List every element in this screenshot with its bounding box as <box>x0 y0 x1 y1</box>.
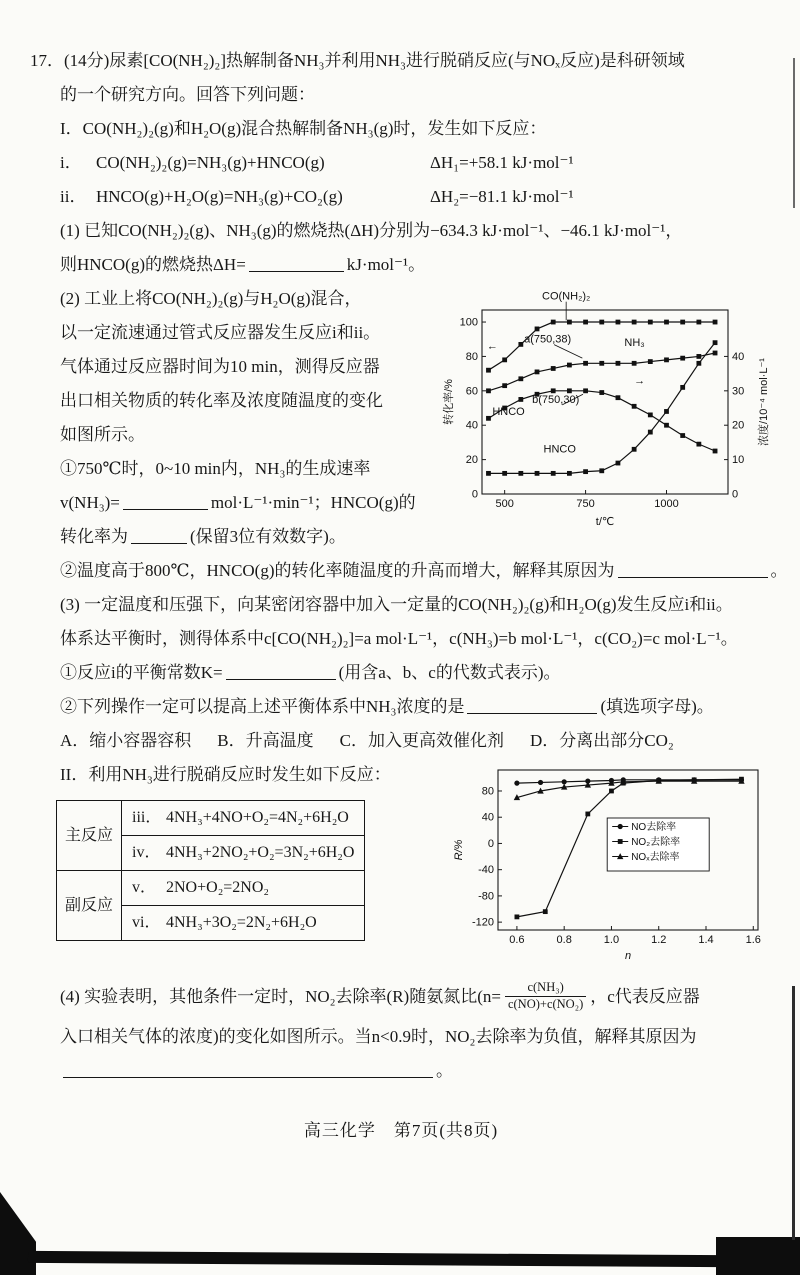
q1-line2-pre: 则HNCO(g)的燃烧热ΔH= <box>60 255 246 274</box>
reaction-i-formula: CO(NH₂)₂(g)=NH₃(g)+HNCO(g) <box>96 153 325 172</box>
svg-text:-120: -120 <box>471 916 494 929</box>
svg-text:-80: -80 <box>478 890 494 903</box>
answer-blank <box>226 664 336 680</box>
svg-text:1.2: 1.2 <box>651 934 667 946</box>
q2-conversion-line <box>30 520 430 554</box>
q3-part1-line <box>30 656 772 690</box>
svg-text:40: 40 <box>732 350 745 363</box>
svg-text:30: 30 <box>732 385 745 398</box>
q3-part2-post: (填选项字母)。 <box>600 697 714 716</box>
reaction-vi-cell <box>122 906 365 941</box>
reaction-vi-equation: 4NH₃+3O₂=2N₂+6H₂O <box>166 914 317 931</box>
q1-line2 <box>30 248 772 282</box>
q3-part2-line <box>30 690 772 724</box>
q4-line1-pre: (4) 实验表明，其他条件一定时，NO₂去除率(R)随氨氮比(n= <box>60 987 501 1006</box>
svg-text:NH₃: NH₃ <box>624 337 645 350</box>
svg-text:40: 40 <box>465 419 478 432</box>
page-footer: 高三化学 第7页(共8页) <box>303 1121 499 1140</box>
q2-part2-line <box>30 554 788 588</box>
svg-text:10: 10 <box>732 454 745 467</box>
q1-line2-post: kJ·mol⁻¹。 <box>346 255 426 274</box>
svg-text:HNCO: HNCO <box>492 405 525 418</box>
reaction-iv-equation: 4NH₃+2NO₂+O₂=3N₂+6H₂O <box>166 844 355 861</box>
answer-blank <box>467 698 597 714</box>
q4-line2: 入口相关气体的浓度)的变化如图所示。当n<0.9时，NO₂去除率为负值，解释其原因为 <box>60 1027 697 1046</box>
q3-part1-post: (用含a、b、c的代数式表示)。 <box>338 663 561 682</box>
option-d: D．分离出部分CO₂ <box>529 731 674 750</box>
svg-text:1.0: 1.0 <box>603 934 620 946</box>
reaction-v-cell <box>122 871 365 906</box>
q2-rate-post: mol·L⁻¹·min⁻¹；HNCO(g)的 <box>210 493 416 512</box>
option-b: B．升高温度 <box>217 731 314 750</box>
svg-text:60: 60 <box>465 385 478 398</box>
scan-artifact-bottom-strip <box>28 1251 722 1267</box>
option-c: C．加入更高效催化剂 <box>339 731 504 750</box>
answer-blank <box>131 528 187 544</box>
reaction-i-label: i． <box>60 153 82 172</box>
q2-line: 出口相关物质的转化率及浓度随温度的变化 <box>60 391 383 410</box>
svg-text:转化率/%: 转化率/% <box>443 379 455 425</box>
reaction-vi-id: vi． <box>132 914 161 931</box>
svg-text:20: 20 <box>732 419 745 432</box>
q2-rate-line <box>30 486 430 520</box>
reaction-i <box>30 146 772 180</box>
answer-blank <box>618 562 768 578</box>
svg-text:1.6: 1.6 <box>745 934 761 946</box>
svg-text:0: 0 <box>471 488 478 501</box>
section2-block <box>30 758 772 974</box>
reaction-ii-formula: HNCO(g)+H₂O(g)=NH₃(g)+CO₂(g) <box>96 187 343 206</box>
svg-text:b(750,30): b(750,30) <box>532 393 580 406</box>
q3-part1-pre: ①反应i的平衡常数K= <box>60 663 223 682</box>
svg-text:HNCO: HNCO <box>543 443 576 456</box>
svg-text:NO去除率: NO去除率 <box>631 822 677 833</box>
q2-part2-pre: ②温度高于800℃，HNCO(g)的转化率随温度的升高而增大，解释其原因为 <box>60 561 615 580</box>
reaction-ii-enthalpy: ΔH₂=−81.1 kJ·mol⁻¹ <box>430 187 574 206</box>
table-row <box>57 801 365 836</box>
q3-options <box>30 724 772 758</box>
fraction-denominator: c(NO)+c(NO₂) <box>505 996 586 1013</box>
q3-line1: (3) 一定温度和压强下，向某密闭容器中加入一定量的CO(NH₂)₂(g)和H₂O(g)发生反应i和ii。 <box>60 595 733 614</box>
svg-text:浓度/10⁻⁴ mol·L⁻¹: 浓度/10⁻⁴ mol·L⁻¹ <box>758 358 770 446</box>
q2-conv-pre: 转化率为 <box>60 527 128 546</box>
fraction-numerator: c(NH₃) <box>527 979 564 994</box>
svg-text:R/%: R/% <box>453 839 465 861</box>
svg-text:t/℃: t/℃ <box>595 516 615 528</box>
svg-text:750: 750 <box>576 498 595 510</box>
answer-blank <box>63 1062 433 1078</box>
scan-artifact-right-edge <box>792 986 795 1240</box>
option-a: A．缩小容器容积 <box>60 731 192 750</box>
svg-text:a(750,38): a(750,38) <box>524 333 572 346</box>
reaction-iv-cell <box>122 836 365 871</box>
nox-removal-chart <box>452 760 772 974</box>
reaction-iii-id: iii． <box>132 809 162 826</box>
svg-text:0: 0 <box>487 837 494 850</box>
section1-intro: I．CO(NH₂)₂(g)和H₂O(g)混合热解制备NH₃(g)时，发生如下反应： <box>60 119 547 138</box>
svg-text:1000: 1000 <box>654 498 679 510</box>
svg-text:0: 0 <box>732 488 739 501</box>
q2-line: 气体通过反应器时间为10 min，测得反应器 <box>60 357 380 376</box>
svg-text:500: 500 <box>495 498 514 510</box>
svg-text:40: 40 <box>481 811 494 824</box>
svg-text:NO₂去除率: NO₂去除率 <box>631 837 681 848</box>
q3-line2: 体系达平衡时，测得体系中c[CO(NH₂)₂]=a mol·L⁻¹，c(NH₃)=b mol·L⁻¹，c(CO₂)=c mol·L⁻¹。 <box>60 629 738 648</box>
svg-text:1.4: 1.4 <box>698 934 714 946</box>
scan-artifact-right-edge-top <box>793 58 795 208</box>
q2-line: 以一定流速通过管式反应器发生反应i和ii。 <box>60 323 381 342</box>
svg-text:NOₓ去除率: NOₓ去除率 <box>631 852 680 863</box>
reaction-ii-label: ii． <box>60 187 87 206</box>
svg-text:80: 80 <box>465 350 478 363</box>
section2-left-column <box>30 758 440 947</box>
reaction-v-equation: 2NO+O₂=2NO₂ <box>166 879 269 896</box>
reaction-iv-id: iv． <box>132 844 161 861</box>
q17-stem-line1: 17．(14分)尿素[CO(NH₂)₂]热解制备NH₃并利用NH₃进行脱硝反应(与NOₓ反应)是科研领域 <box>30 51 685 70</box>
svg-text:←: ← <box>486 340 498 353</box>
reaction-v-id: v． <box>132 879 157 896</box>
table-row <box>57 871 365 906</box>
section2-intro: II．利用NH₃进行脱硝反应时发生如下反应： <box>60 765 391 784</box>
q4-line3 <box>30 1054 772 1088</box>
conversion-temperature-chart <box>442 286 772 540</box>
answer-blank <box>123 494 208 510</box>
main-reaction-label: 主反应 <box>57 801 122 871</box>
reaction-ii <box>30 180 772 214</box>
q4-line1-post: ，c代表反应器 <box>590 987 700 1006</box>
reaction-iii-equation: 4NH₃+4NO+O₂=4N₂+6H₂O <box>166 809 349 826</box>
q2-part2-post: 。 <box>770 561 788 580</box>
q2-conv-post: (保留3位有效数字)。 <box>190 527 346 546</box>
svg-text:100: 100 <box>459 316 478 329</box>
q2-rate-pre: v(NH₃)= <box>60 493 120 512</box>
svg-text:CO(NH₂)₂: CO(NH₂)₂ <box>542 290 591 303</box>
svg-text:→: → <box>634 374 646 387</box>
q3-part2-pre: ②下列操作一定可以提高上述平衡体系中NH₃浓度的是 <box>60 697 465 716</box>
reaction-i-enthalpy: ΔH₁=+58.1 kJ·mol⁻¹ <box>430 153 574 172</box>
reaction-table <box>56 800 365 941</box>
svg-text:80: 80 <box>481 785 494 798</box>
svg-text:0.6: 0.6 <box>509 934 525 946</box>
svg-text:20: 20 <box>465 454 478 467</box>
q4-line1 <box>30 974 772 1020</box>
q2-line: ①750℃时，0~10 min内，NH₃的生成速率 <box>60 459 371 478</box>
q1-line1: (1) 已知CO(NH₂)₂(g)、NH₃(g)的燃烧热(ΔH)分别为−634.3 kJ·mol⁻¹、−46.1 kJ·mol⁻¹， <box>60 221 683 240</box>
q2-line: 如图所示。 <box>60 425 145 444</box>
reaction-iii-cell <box>122 801 365 836</box>
q2-two-column-block <box>30 282 772 554</box>
q17-stem-line2: 的一个研究方向。回答下列问题： <box>60 85 315 104</box>
ammonia-nitrogen-ratio-fraction <box>505 980 586 1012</box>
q2-line: (2) 工业上将CO(NH₂)₂(g)与H₂O(g)混合， <box>60 289 362 308</box>
scan-artifact-bottom-right <box>716 1237 800 1275</box>
svg-text:n: n <box>624 950 632 962</box>
svg-text:0.8: 0.8 <box>556 934 572 946</box>
side-reaction-label: 副反应 <box>57 871 122 941</box>
q2-text-column <box>30 282 430 554</box>
svg-text:-40: -40 <box>478 864 494 877</box>
answer-blank <box>249 256 344 272</box>
q4-line3-post: 。 <box>436 1061 453 1080</box>
